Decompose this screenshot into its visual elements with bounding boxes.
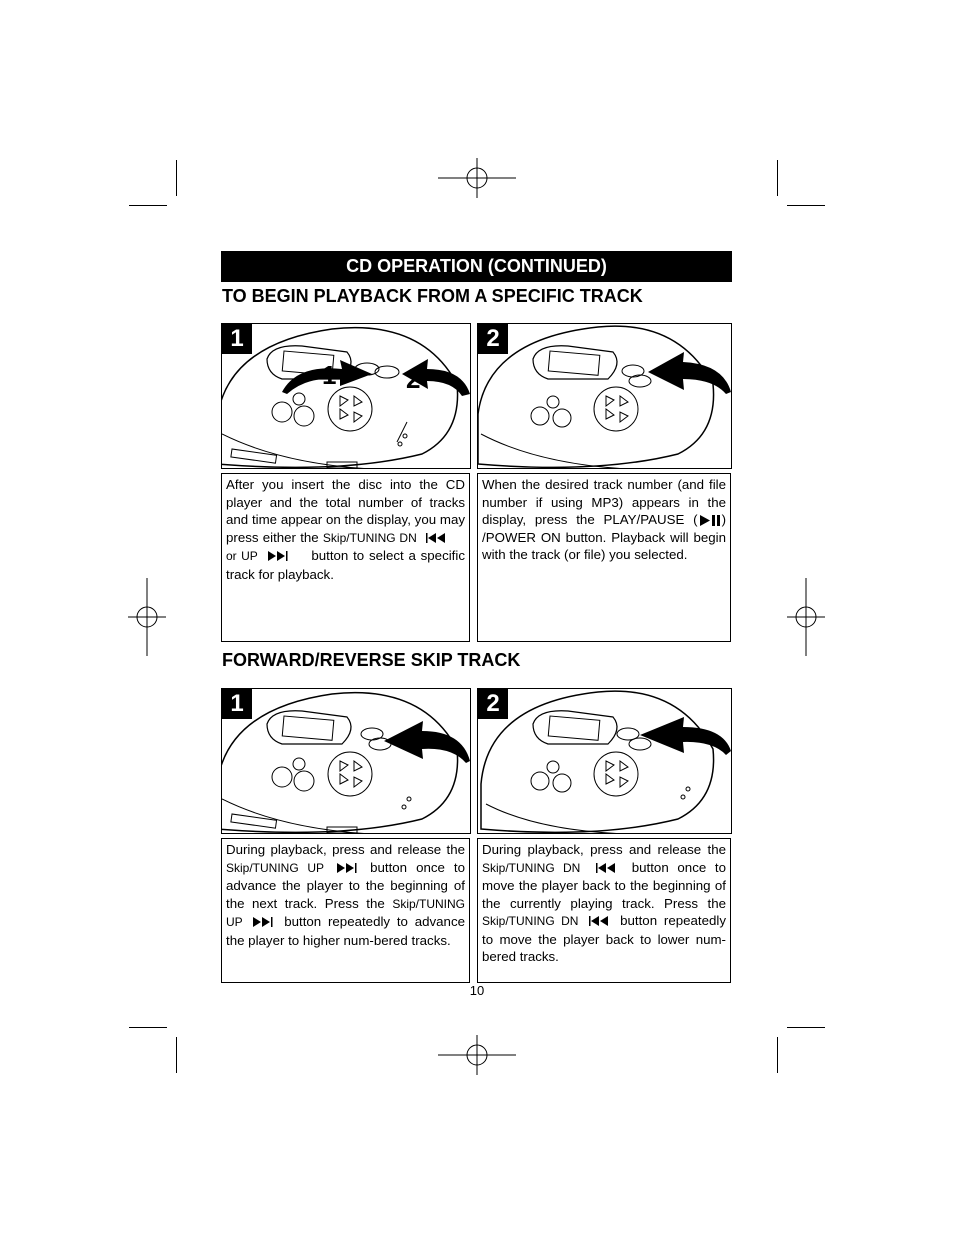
- crop-mark: [176, 1037, 177, 1073]
- crop-mark: [129, 205, 167, 206]
- registration-mark-icon: [128, 578, 166, 656]
- cd-player-illustration: [478, 324, 731, 468]
- illustration-panel: [221, 323, 471, 469]
- button-label: Skip/TUNING DN: [322, 530, 417, 545]
- callout-number: 2: [406, 364, 421, 394]
- skip-forward-icon: [336, 863, 358, 873]
- instruction-text: After you insert the disc into the CD player and the total number of tracks and time appear on the display, you may press either the Skip/TUNING DN or UP button to select a specific track for playback.: [221, 473, 470, 642]
- skip-forward-icon: [267, 551, 289, 561]
- instruction-text: During playback, press and release the Skip/TUNING DN button once to move the player back to the beginning of the currently playing track. Press the Skip/TUNING DN button repeatedly to move the player back to lower num-bered tracks.: [477, 838, 731, 983]
- illustration-panel: [477, 323, 732, 469]
- callout-number: 1: [322, 360, 337, 390]
- section-title: FORWARD/REVERSE SKIP TRACK: [222, 650, 521, 670]
- crop-mark: [129, 1027, 167, 1028]
- step-number: 2: [478, 324, 508, 354]
- play-pause-icon: [699, 515, 721, 526]
- button-label: Skip/TUNING DN: [482, 860, 581, 875]
- registration-mark-icon: [438, 1035, 516, 1075]
- step-number: 2: [478, 689, 508, 719]
- skip-back-icon: [588, 916, 610, 926]
- instruction-text: When the desired track number (and file number if using MP3) appears in the display, press the PLAY/PAUSE ( ) /POWER ON button. Playback will begin with the track (or file) you selected.: [477, 473, 731, 642]
- cd-player-illustration: [478, 689, 731, 833]
- cd-player-illustration: [222, 324, 470, 468]
- crop-mark: [777, 160, 778, 196]
- registration-mark-icon: [438, 158, 516, 198]
- button-label: Skip/TUNING DN: [482, 914, 579, 928]
- page-number: 10: [469, 983, 485, 998]
- instruction-text: During playback, press and release the Skip/TUNING UP button once to advance the player to the beginning of the next track. Press the Skip/TUNING UP button repeatedly to advance the player to higher num-bered tracks.: [221, 838, 470, 983]
- button-label: Skip/TUNING UP: [226, 860, 325, 875]
- illustration-panel: [477, 688, 732, 834]
- cd-player-illustration: [222, 689, 470, 833]
- crop-mark: [787, 205, 825, 206]
- crop-mark: [176, 160, 177, 196]
- skip-forward-icon: [252, 917, 274, 927]
- crop-mark: [777, 1037, 778, 1073]
- section-title: TO BEGIN PLAYBACK FROM A SPECIFIC TRACK: [222, 286, 643, 306]
- registration-mark-icon: [787, 578, 825, 656]
- illustration-panel: [221, 688, 471, 834]
- step-number: 1: [222, 324, 252, 354]
- button-label: Skip/TUNING UP: [226, 896, 465, 929]
- skip-back-icon: [595, 863, 617, 873]
- page-header: CD OPERATION (CONTINUED): [221, 251, 732, 282]
- step-number: 1: [222, 689, 252, 719]
- crop-mark: [787, 1027, 825, 1028]
- skip-back-icon: [425, 533, 447, 543]
